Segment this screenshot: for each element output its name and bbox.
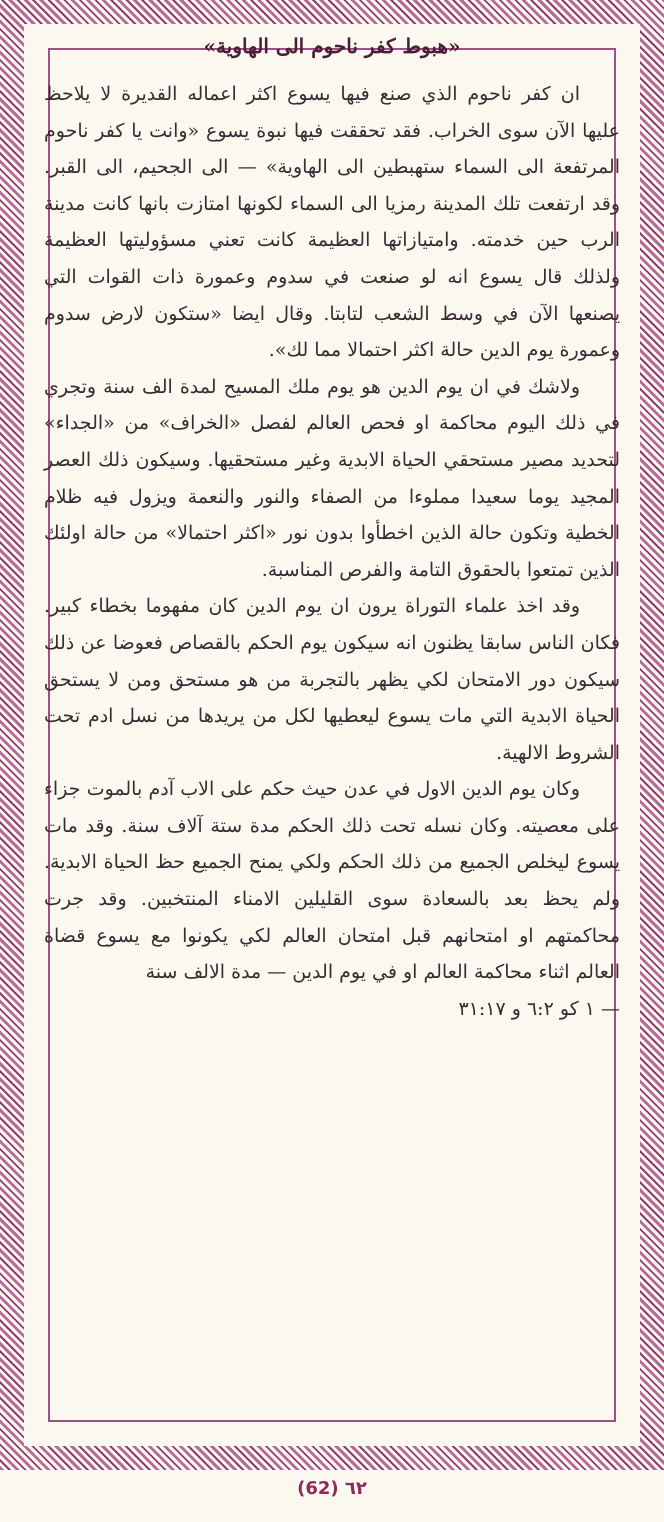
page-number: (62) ٦٢ — [297, 1478, 367, 1499]
paragraph-2: ولاشك في ان يوم الدين هو يوم ملك المسيح لمدة الف سنة وتجري في ذلك اليوم محاكمة او فحص العالم لفصل «الخراف» من «الجداء» لتحديد مصير مستحقي الحياة الابدية وغير مستحقيها. وسيكون ذلك العصر المجيد يوما سعيدا مملوءا من الصفاء والنور والنعمة ويزول فيه ظلام الخطية وتكون حالة الذين اخطأوا بدون نور «اكثر احتمالا» من حالة اولئك الذين تمتعوا بالحقوق التامة والفرص المناسبة. — [44, 375, 620, 581]
scripture-reference: — ١ كو ٦:٢ و ٣١:١٧ — [458, 997, 620, 1020]
page-content — [44, 34, 620, 1027]
paragraph-3: وقد اخذ علماء التوراة يرون ان يوم الدين كان مفهوما بخطاء كبير. فكان الناس سابقا يظنون انه سيكون يوم الحكم بالقصاص فعوضا عن ذلك سيكون دور الامتحان لكي يظهر بالتجربة من هو مستحق ومن لا يستحق الحياة الابدية التي مات يسوع ليعطيها لكل من يريدها من نسل ادم تحت الشروط الالهية. — [44, 595, 620, 764]
page-title: «هبوط كفر ناحوم الى الهاوية» — [203, 34, 461, 58]
paragraph-4: وكان يوم الدين الاول في عدن حيث حكم على الاب آدم بالموت جزاء على معصيته. وكان نسله تحت ذلك الحكم مدة ستة آلاف سنة. وقد مات يسوع ليخلص الجميع من ذلك الحكم ولكي يمنح الجميع حظ الحياة الابدية. ولم يحظ بعد بالسعادة سوى القليلين الامناء المنتخبين. وقد جرت محاكمتهم او امتحانهم قبل امتحان العالم لكي يكونوا مع يسوع قضاة العالم اثناء محاكمة العالم او في يوم الدين — مدة الالف سنة — [44, 778, 620, 984]
paragraph-1: ان كفر ناحوم الذي صنع فيها يسوع اكثر اعماله القديرة لا يلاحظ عليها الآن سوى الخراب. فقد تحققت فيها نبوة يسوع «وانت يا كفر ناحوم المرتفعة الى السماء ستهبطين الى الهاوية» — الى الجحيم، الى القبر. وقد ارتفعت تلك المدينة رمزيا الى السماء لكونها امتازت بانها كانت مدينة الرب حين خدمته. وامتيازاتها العظيمة كانت تعني مسؤوليتها العظيمة ولذلك قال يسوع انه لو صنعت في سدوم وعمورة ذات القوات التي يصنعها الآن في وسط الشعب لتابتا. وقال ايضا «ستكون لارض سدوم وعمورة يوم الدين حالة اكثر احتمالا مما لك». — [44, 83, 620, 362]
